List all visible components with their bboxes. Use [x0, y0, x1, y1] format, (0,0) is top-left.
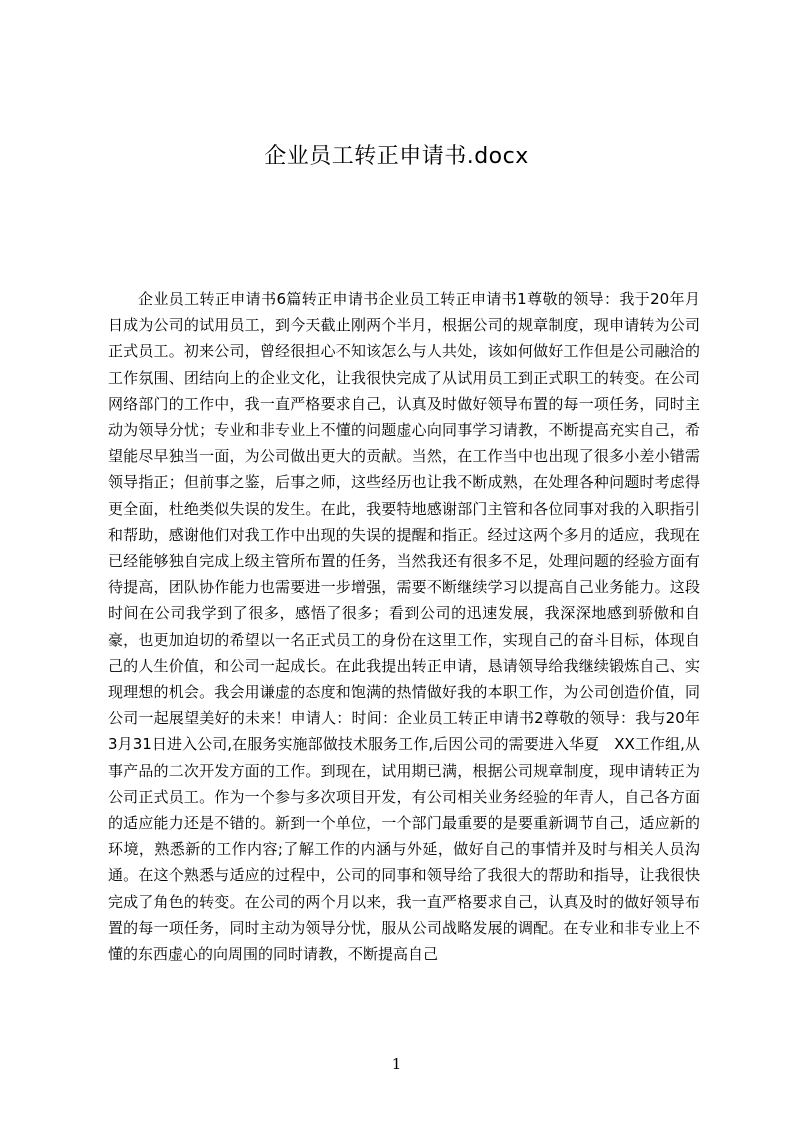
body-paragraph: 企业员工转正申请书6篇转正申请书企业员工转正申请书1尊敬的领导：我于20年月日成为公司的试用员工，到今天截止刚两个半月，根据公司的规章制度，现申请转为公司正式员工。初来公司，曾经很担心不知该怎么与人共处，该如何做好工作但是公司融洽的工作氛围、团结向上的企业文化，让我很快完成了从试用员工到正式职工的转变。在公司网络部门的工作中，我一直严格要求自己，认真及时做好领导布置的每一项任务，同时主动为领导分忧；专业和非专业上不懂的问题虚心向同事学习请教，不断提高充实自己，希望能尽早独当一面，为公司做出更大的贡献。当然，在工作当中也出现了很多小差小错需领导指正；但前事之鉴，后事之师，这些经历也让我不断成熟，在处理各种问题时考虑得更全面，杜绝类似失误的发生。在此，我要特地感谢部门主管和各位同事对我的入职指引和帮助，感谢他们对我工作中出现的失误的提醒和指正。经过这两个多月的适应，我现在已经能够独自完成上级主管所布置的任务，当然我还有很多不足，处理问题的经验方面有待提高，团队协作能力也需要进一步增强，需要不断继续学习以提高自己业务能力。这段时间在公司我学到了很多，感悟了很多；看到公司的迅速发展，我深深地感到骄傲和自豪，也更加迫切的希望以一名正式员工的身份在这里工作，实现自己的奋斗目标，体现自己的人生价值，和公司一起成长。在此我提出转正申请，恳请领导给我继续锻炼自己、实现理想的机会。我会用谦虚的态度和饱满的热情做好我的本职工作，为公司创造价值，同公司一起展望美好的未来！申请人：时间：企业员工转正申请书2尊敬的领导：我与20年3月31日进入公司,在服务实施部做技术服务工作,后因公司的需要进入华夏 XX工作组,从事产品的二次开发方面的工作。到现在，试用期已满，根据公司规章制度，现申请转正为公司正式员工。作为一个参与多次项目开发，有公司相关业务经验的年青人，自己各方面的适应能力还是不错的。新到一个单位，一个部门最重要的是要重新调节自己，适应新的环境，熟悉新的工作内容;了解工作的内涵与外延，做好自己的事情并及时与相关人员沟通。在这个熟悉与适应的过程中，公司的同事和领导给了我很大的帮助和指导，让我很快完成了角色的转变。在公司的两个月以来，我一直严格要求自己，认真及时的做好领导布置的每一项任务，同时主动为领导分忧，服从公司战略发展的调配。在专业和非专业上不懂的东西虚心的向周围的同时请教，不断提高自己	[108, 290, 700, 964]
page-title: 企业员工转正申请书.docx	[264, 144, 529, 169]
page-number: 1	[391, 1055, 402, 1073]
